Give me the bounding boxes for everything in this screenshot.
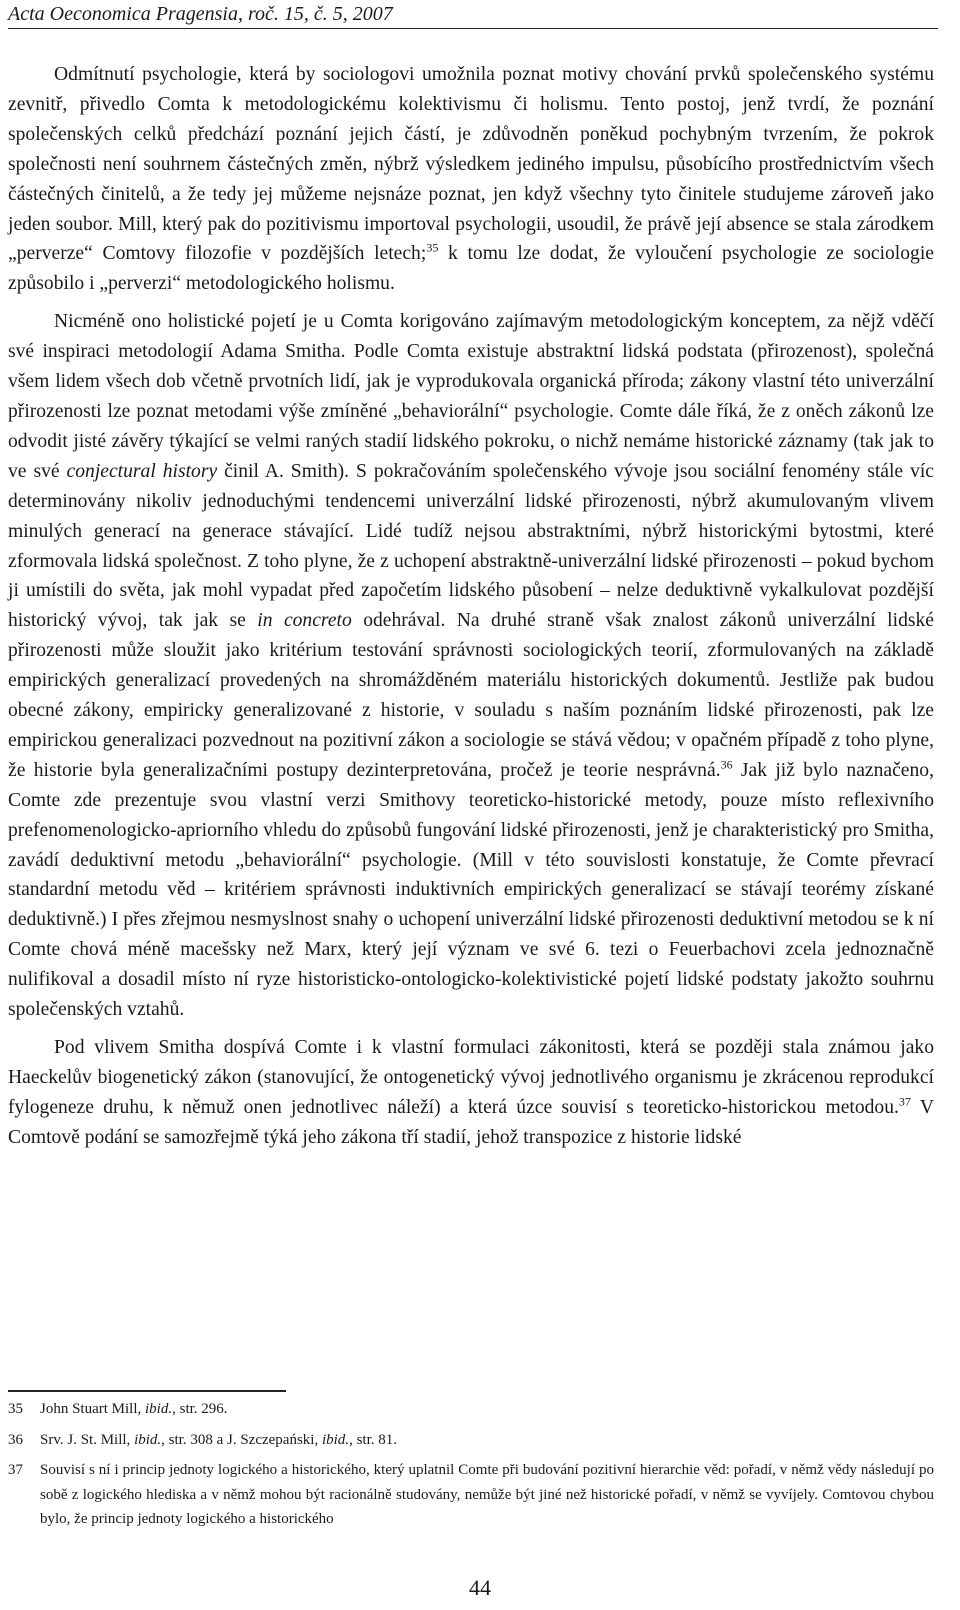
footnote-text <box>40 1397 934 1422</box>
paragraph-2 <box>8 307 934 1025</box>
footnote-37 <box>8 1458 934 1532</box>
footnote-text: Souvisí s ní i princip jednoty logického a historického, který uplatnil Comte při budování pozitivní hierarchie věd: pořadí, v němž vědy následují po sobě z logického hlediska a v němž mohou být racionálně studovány, nemůže být jiné než historické pořadí, v němž se vyvíjely. Comtovou chybou bylo, že princip jednoty logického a historického <box>40 1462 934 1527</box>
paragraph-1 <box>8 60 934 299</box>
text-run: , str. 81. <box>349 1431 397 1448</box>
italic-phrase: in concreto <box>257 610 352 632</box>
text-run: Jak již bylo naznačeno, Comte zde prezentuje svou vlastní verzi Smithovy teoreticko-historické metody, pouze místo reflexivního prefenomenologicko-apriorního vhledu do způsobů fungování lidské přirozenosti, jenž je charakteristický pro Smitha, zavádí deduktivní metodu „behaviorální“ psychologie. (Mill v této souvislosti konstatuje, že Comte převrací standardní metodu věd – kritériem správnosti induktivních empirických generalizací se stávají teorémy získané deduktivně.) I přes zřejmou nesmyslnost snahy o uchopení univerzální lidské přirozenosti deduktivní metodou se k ní Comte chová méně macešsky než Marx, který její význam ve své 6. tezi o Feuerbachovi zcela jednoznačně nulifikoval a dosadil místo ní ryze historisticko-ontologicko-kolektivistické pojetí lidské podstaty jakožto souhrnu společenských vztahů. <box>8 759 934 1021</box>
text-run: Srv. J. St. Mill, <box>40 1431 135 1448</box>
text-run: odehrával. Na druhé straně však znalost zákonů univerzální lidské přirozenosti může sloužit jako kritérium testování správnosti sociologických teorií, zformulovaných na základě empirických generalizací provedených na shromážděném materiálu historických dokumentů. Jestliže pak budou obecné zákony, empiricky generalizované z historie, v souladu s naším poznáním lidské přirozenosti, pak lze empirickou generalizaci pozvednout na pozitivní zákon a sociologie se stává vědou; v opačném případě z toho plyne, že historie byla generalizačními postupy dezinterpretována, pročež je teorie nesprávná. <box>8 610 934 781</box>
main-text <box>8 60 934 1161</box>
footnote-35 <box>8 1397 934 1422</box>
footnote-separator <box>8 1390 286 1392</box>
text-run: k tomu lze dodat, že vyloučení psychologie ze sociologie způsobilo i „perverzi“ metodologického holismu. <box>8 243 934 295</box>
footnote-ref-35[interactable]: 35 <box>426 240 439 255</box>
footnote-number: 35 <box>8 1401 23 1417</box>
text-run: Pod vlivem Smitha dospívá Comte i k vlastní formulaci zákonitosti, která se později stala známou jako Haeckelův biogenetický zákon (stanovující, že ontogenetický vývoj jednotlivého organismu je zkrácenou reprodukcí fylogeneze druhu, k němuž onen jednotlivec náleží) a která úzce souvisí s teoreticko-historickou metodou. <box>8 1037 934 1118</box>
italic-phrase: conjectural history <box>66 460 218 482</box>
text-run: Nicméně ono holistické pojetí je u Comta korigováno zajímavým metodologickým konceptem, za nějž vděčí své inspiraci metodologií Adama Smitha. Podle Comta existuje abstraktní lidská podstata (přirozenost), společná všem lidem všech dob včetně prvotních lidí, jak je vyprodukovala organická příroda; zákony vlastní této univerzální přirozenosti lze poznat metodami výše zmíněné „behaviorální“ psychologie. Comte dále říká, že z oněch zákonů lze odvodit jisté závěry týkající se velmi raných stadií lidského pokroku, o nichž nemáme historické záznamy (tak jak to ve své <box>8 311 934 482</box>
footnotes <box>8 1397 934 1538</box>
text-run: John Stuart Mill, <box>40 1401 146 1417</box>
footnote-36 <box>8 1428 934 1453</box>
italic-phrase: ibid. <box>145 1401 173 1417</box>
italic-phrase: ibid. <box>134 1431 162 1448</box>
running-header: Acta Oeconomica Pragensia, roč. 15, č. 5, 2007 <box>8 2 938 29</box>
italic-phrase: ibid. <box>321 1431 350 1448</box>
footnote-ref-36[interactable]: 36 <box>720 757 733 772</box>
footnote-number: 36 <box>8 1431 23 1448</box>
footnote-text <box>40 1428 934 1453</box>
text-run: Odmítnutí psychologie, která by sociologovi umožnila poznat motivy chování prvků společenského systému zevnitř, přivedlo Comta k metodologickému kolektivismu či holismu. Tento postoj, jenž tvrdí, že poznání společenských celků předchází poznání jejich částí, je zdůvodněn poněkud pochybným tvrzením, že pokrok společnosti není souhrnem částečných změn, nýbrž výsledkem jediného impulsu, působícího prostřednictvím všech částečných činitelů, a že tedy jej můžeme nejsnáze poznat, jen když všechny tyto činitele studujeme zároveň jako jeden soubor. Mill, který pak do pozitivismu importoval psychologii, usoudil, že právě její absence se stala zárodkem „perverze“ Comtovy filozofie v pozdějších letech; <box>8 64 934 265</box>
page-number: 44 <box>469 1575 491 1600</box>
footnote-ref-37[interactable]: 37 <box>898 1094 911 1109</box>
text-run: činil A. Smith). S pokračováním společenského vývoje jsou sociální fenomény stále víc determinovány nikoliv jednoduchými tendencemi univerzální lidské přirozenosti, nýbrž akumulovaným vlivem minulých generací na generace stávající. Lidé tudíž nejsou abstraktními, nýbrž historickými bytostmi, které zformovala lidská společnost. Z toho plyne, že z uchopení abstraktně-univerzální lidské přirozenosti – pokud bychom ji umístili do světa, jak mohl vypadat před započetím lidského působení – nelze deduktivně vykalkulovat pozdější historický vývoj, tak jak se <box>8 460 935 632</box>
footnote-number: 37 <box>8 1462 23 1478</box>
text-run: V Comtově podání se samozřejmě týká jeho zákona tří stadií, jehož transpozice z historie lidské <box>8 1096 934 1148</box>
text-run: , str. 296. <box>172 1401 228 1417</box>
paragraph-3 <box>8 1033 934 1153</box>
text-run: , str. 308 a J. Szczepański, <box>161 1431 322 1448</box>
